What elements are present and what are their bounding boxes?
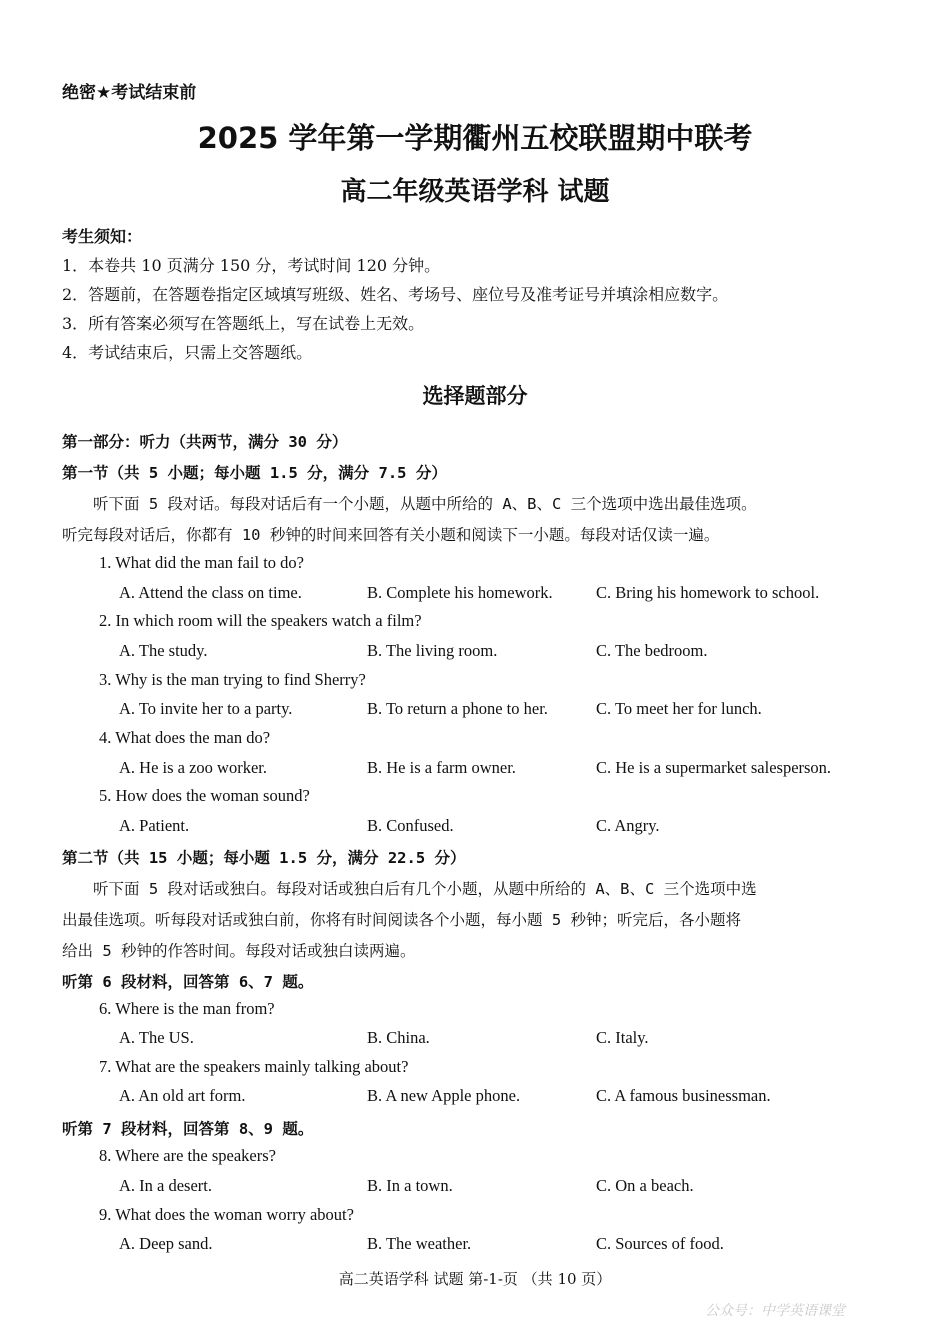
option-c: C. Italy. (596, 1028, 649, 1047)
notice-item: 1．本卷共 10 页满分 150 分，考试时间 120 分钟。 (62, 256, 441, 275)
option-c: C. Bring his homework to school. (596, 583, 820, 602)
option-a: A. Attend the class on time. (119, 583, 302, 602)
option-b: B. A new Apple phone. (367, 1086, 521, 1105)
material-7-heading: 听第 7 段材料，回答第 8、9 题。 (62, 1120, 314, 1138)
part1-heading: 第一部分：听力（共两节，满分 30 分） (62, 433, 348, 451)
page-footer: 高二英语学科 试题 第-1-页 （共 10 页） (338, 1270, 612, 1288)
option-c: C. Angry. (596, 816, 660, 835)
option-a: A. The US. (119, 1028, 194, 1047)
section2-instructions: 出最佳选项。听每段对话或独白前，你将有时间阅读各个小题，每小题 5 秒钟；听完后，各小题将 (62, 911, 741, 929)
section1-instructions: 听完每段对话后，你都有 10 秒钟的时间来回答有关小题和阅读下一小题。每段对话仅读一遍。 (62, 526, 720, 544)
section-title: 选择题部分 (422, 384, 528, 408)
question-9: 9. What does the woman worry about? (99, 1205, 354, 1224)
option-b: B. The weather. (367, 1234, 472, 1253)
option-a: A. An old art form. (119, 1086, 246, 1105)
option-b: B. In a town. (367, 1176, 453, 1195)
question-5: 5. How does the woman sound? (99, 786, 310, 805)
option-c: C. To meet her for lunch. (596, 699, 762, 718)
option-c: C. Sources of food. (596, 1234, 724, 1253)
question-4: 4. What does the man do? (99, 728, 271, 747)
section2-instructions: 听下面 5 段对话或独白。每段对话或独白后有几个小题，从题中所给的 A、B、C 三个选项中选 (62, 880, 757, 898)
option-c: C. A famous businessman. (596, 1086, 771, 1105)
option-a: A. To invite her to a party. (119, 699, 293, 718)
option-a: A. Patient. (119, 816, 190, 835)
notice-heading: 考生须知： (62, 227, 143, 246)
section1-heading: 第一节（共 5 小题；每小题 1.5 分，满分 7.5 分） (62, 464, 447, 482)
option-c: C. The bedroom. (596, 641, 708, 660)
option-a: A. He is a zoo worker. (119, 758, 268, 777)
question-2: 2. In which room will the speakers watch a film? (99, 611, 422, 630)
option-a: A. Deep sand. (119, 1234, 213, 1253)
option-b: B. Confused. (367, 816, 454, 835)
question-7: 7. What are the speakers mainly talking about? (99, 1057, 409, 1076)
section1-instructions: 听下面 5 段对话。每段对话后有一个小题，从题中所给的 A、B、C 三个选项中选出最佳选项。 (62, 495, 757, 513)
exam-title: 2025 学年第一学期衢州五校联盟期中联考 (197, 121, 753, 155)
option-c: C. On a beach. (596, 1176, 694, 1195)
option-a: A. The study. (119, 641, 208, 660)
question-1: 1. What did the man fail to do? (99, 553, 304, 572)
section2-instructions: 给出 5 秒钟的作答时间。每段对话或独白读两遍。 (62, 942, 416, 960)
confidential-label: 绝密★考试结束前 (62, 83, 197, 103)
option-b: B. The living room. (367, 641, 498, 660)
notice-item: 3．所有答案必须写在答题纸上，写在试卷上无效。 (62, 314, 425, 333)
watermark: 公众号：中学英语课堂 (705, 1303, 845, 1319)
option-c: C. He is a supermarket salesperson. (596, 758, 832, 777)
option-b: B. Complete his homework. (367, 583, 553, 602)
question-6: 6. Where is the man from? (99, 999, 275, 1018)
option-a: A. In a desert. (119, 1176, 213, 1195)
question-8: 8. Where are the speakers? (99, 1146, 276, 1165)
section2-heading: 第二节（共 15 小题；每小题 1.5 分，满分 22.5 分） (62, 849, 466, 867)
option-b: B. To return a phone to her. (367, 699, 548, 718)
notice-item: 2．答题前，在答题卷指定区域填写班级、姓名、考场号、座位号及准考证号并填涂相应数字。 (62, 285, 729, 304)
option-b: B. He is a farm owner. (367, 758, 516, 777)
notice-item: 4．考试结束后，只需上交答题纸。 (62, 343, 313, 362)
material-6-heading: 听第 6 段材料，回答第 6、7 题。 (62, 973, 314, 991)
question-3: 3. Why is the man trying to find Sherry? (99, 670, 366, 689)
exam-subtitle: 高二年级英语学科 试题 (340, 177, 610, 207)
option-b: B. China. (367, 1028, 430, 1047)
